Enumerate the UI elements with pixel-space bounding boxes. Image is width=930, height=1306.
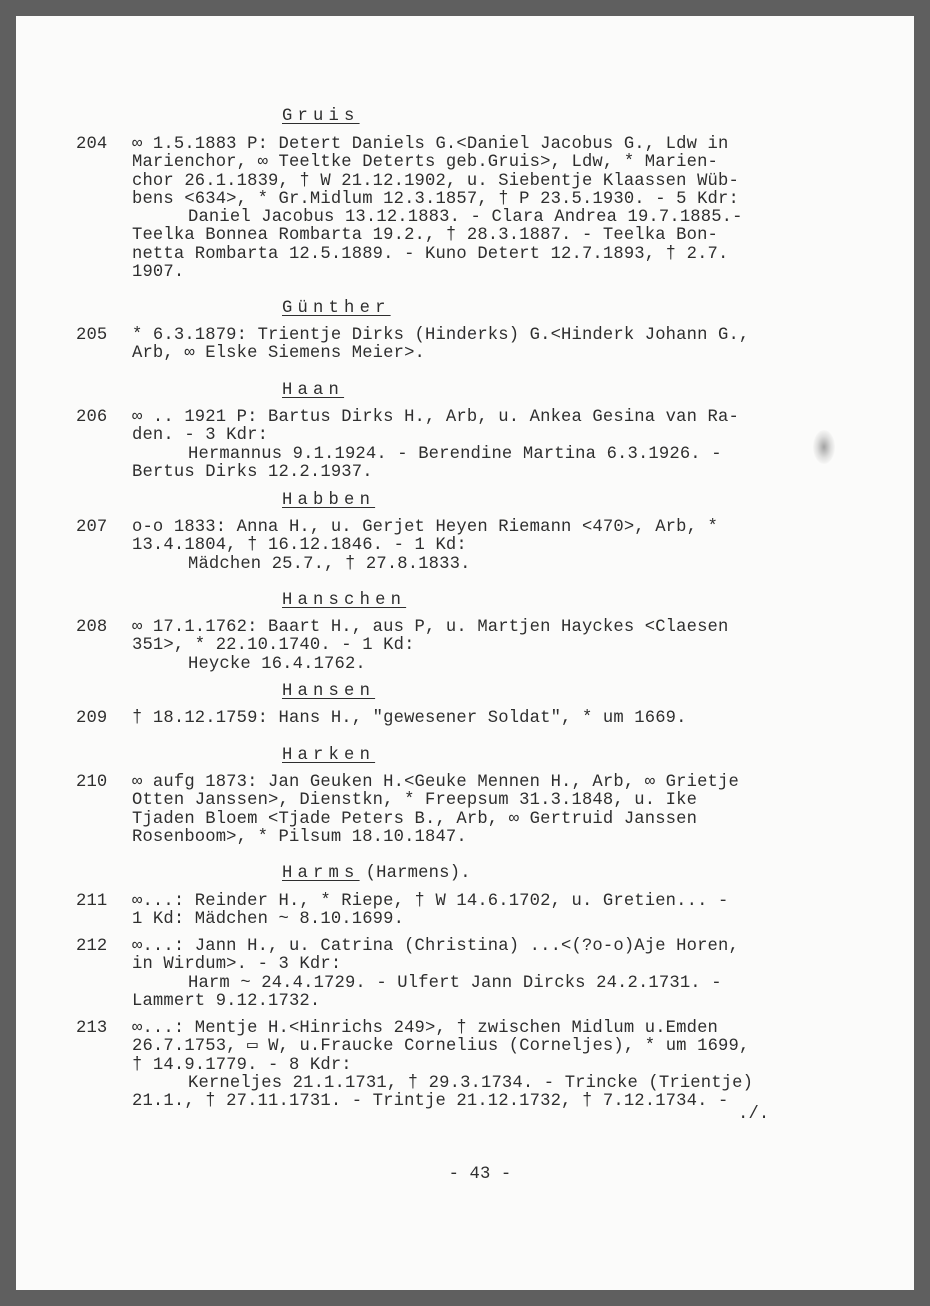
entry-line: 21.1., † 27.11.1731. - Trintje 21.12.1732, † 7.12.1734. -	[132, 1092, 729, 1112]
entry-text	[132, 893, 728, 930]
entry-number: 211	[76, 892, 108, 911]
entry-text	[132, 1020, 753, 1111]
entry-line: chor 26.1.1839, † W 21.12.1902, u. Siebentje Klaassen Wüb-	[132, 171, 739, 191]
section-heading-harken: Harken	[282, 746, 376, 765]
entry-line: ∞ 17.1.1762: Baart H., aus P, u. Martjen Hayckes <Claesen	[132, 618, 729, 637]
entry-line: Marienchor, ∞ Teeltke Deterts geb.Gruis>, Ldw, * Marien-	[132, 153, 718, 173]
entry-line: ∞...: Reinder H., * Riepe, † W 14.6.1702, u. Gretien... -	[132, 892, 729, 911]
section-heading-habben: Habben	[282, 491, 376, 510]
entry-line: ∞ aufg 1873: Jan Geuken H.<Geuke Mennen H., Arb, ∞ Grietje	[132, 773, 739, 792]
entry-line: Bertus Dirks 12.2.1937.	[132, 462, 373, 482]
entry-line: † 14.9.1779. - 8 Kdr:	[132, 1055, 352, 1075]
entry-line: Daniel Jacobus 13.12.1883. - Clara Andrea 19.7.1885.-	[188, 208, 743, 228]
entry-line: 1907.	[132, 263, 185, 283]
entry-number: 205	[76, 326, 108, 345]
entry-line: Tjaden Bloem <Tjade Peters B., Arb, ∞ Gertruid Janssen	[132, 809, 698, 829]
page-content	[16, 16, 914, 1290]
entry-line: Heycke 16.4.1762.	[188, 654, 366, 674]
entry-line: Otten Janssen>, Dienstkn, * Freepsum 31.3.1848, u. Ike	[132, 791, 698, 811]
entry-line: Mädchen 25.7., † 27.8.1833.	[188, 554, 471, 574]
entry-line: Teelka Bonnea Rombarta 19.2., † 28.3.1887. - Teelka Bon-	[132, 226, 718, 246]
entry-text	[132, 774, 739, 847]
ink-smudge	[813, 430, 835, 464]
entry-number: 212	[76, 937, 108, 956]
entry-line: Kerneljes 21.1.1731, † 29.3.1734. - Trincke (Trientje)	[188, 1073, 754, 1093]
page-number-text: - 43 -	[448, 1165, 512, 1184]
section-heading-hansen: Hansen	[282, 682, 376, 701]
section-heading-guenther: Günther	[282, 299, 391, 318]
entry-line: Rosenboom>, * Pilsum 18.10.1847.	[132, 827, 467, 847]
entry-line: ∞...: Jann H., u. Catrina (Christina) ...<(?o-o)Aje Horen,	[132, 937, 739, 956]
entry-text	[132, 938, 739, 1011]
entry-line: netta Rombarta 12.5.1889. - Kuno Detert 12.7.1893, † 2.7.	[132, 244, 729, 264]
page-number	[16, 1166, 914, 1184]
entry-line: in Wirdum>. - 3 Kdr:	[132, 955, 342, 975]
entry-number: 213	[76, 1019, 108, 1038]
entry-number: 209	[76, 709, 108, 728]
section-heading-haan: Haan	[282, 381, 345, 400]
entry-line: 351>, * 22.10.1740. - 1 Kd:	[132, 636, 415, 656]
section-heading-gruis: Gruis	[282, 107, 360, 126]
entry-line: den. - 3 Kdr:	[132, 426, 269, 446]
entry-number: 204	[76, 135, 108, 154]
entry-number: 210	[76, 773, 108, 792]
entry-line: bens <634>, * Gr.Midlum 12.3.1857, † P 23.5.1930. - 5 Kdr:	[132, 189, 739, 209]
entry-text	[132, 710, 687, 728]
entry-text	[132, 409, 739, 482]
entry-line: 26.7.1753, ▭ W, u.Fraucke Cornelius (Corneljes), * um 1699,	[132, 1037, 750, 1057]
entry-number: 208	[76, 618, 108, 637]
entry-line: † 18.12.1759: Hans H., "gewesener Soldat", * um 1669.	[132, 709, 687, 728]
section-heading-hanschen: Hanschen	[282, 591, 407, 610]
entry-text	[132, 136, 743, 282]
entry-line: ∞...: Mentje H.<Hinrichs 249>, † zwischen Midlum u.Emden	[132, 1019, 718, 1038]
entry-line: 1 Kd: Mädchen ~ 8.10.1699.	[132, 910, 405, 930]
entry-number: 207	[76, 518, 108, 537]
entry-text	[132, 327, 749, 364]
heading-text: Harms	[282, 864, 360, 883]
entry-line: 13.4.1804, † 16.12.1846. - 1 Kd:	[132, 536, 467, 556]
entry-line: Arb, ∞ Elske Siemens Meier>.	[132, 344, 425, 364]
entry-line: ∞ 1.5.1883 P: Detert Daniels G.<Daniel Jacobus G., Ldw in	[132, 135, 729, 154]
entry-text	[132, 619, 728, 674]
entry-line: ∞ .. 1921 P: Bartus Dirks H., Arb, u. Ankea Gesina van Ra-	[132, 408, 739, 427]
entry-line: * 6.3.1879: Trientje Dirks (Hinderks) G.<Hinderk Johann G.,	[132, 326, 750, 345]
document-page	[16, 16, 914, 1290]
entry-line: Lammert 9.12.1732.	[132, 991, 321, 1011]
continuation-mark: ./.	[738, 1105, 770, 1124]
entry-text	[132, 519, 718, 574]
entry-line: o-o 1833: Anna H., u. Gerjet Heyen Riemann <470>, Arb, *	[132, 518, 718, 537]
entry-number: 206	[76, 408, 108, 427]
section-heading-harms	[282, 865, 471, 883]
entry-line: Harm ~ 24.4.1729. - Ulfert Jann Dircks 24.2.1731. -	[188, 973, 722, 993]
entry-line: Hermannus 9.1.1924. - Berendine Martina 6.3.1926. -	[188, 444, 722, 464]
heading-variant: (Harmens).	[365, 864, 471, 883]
